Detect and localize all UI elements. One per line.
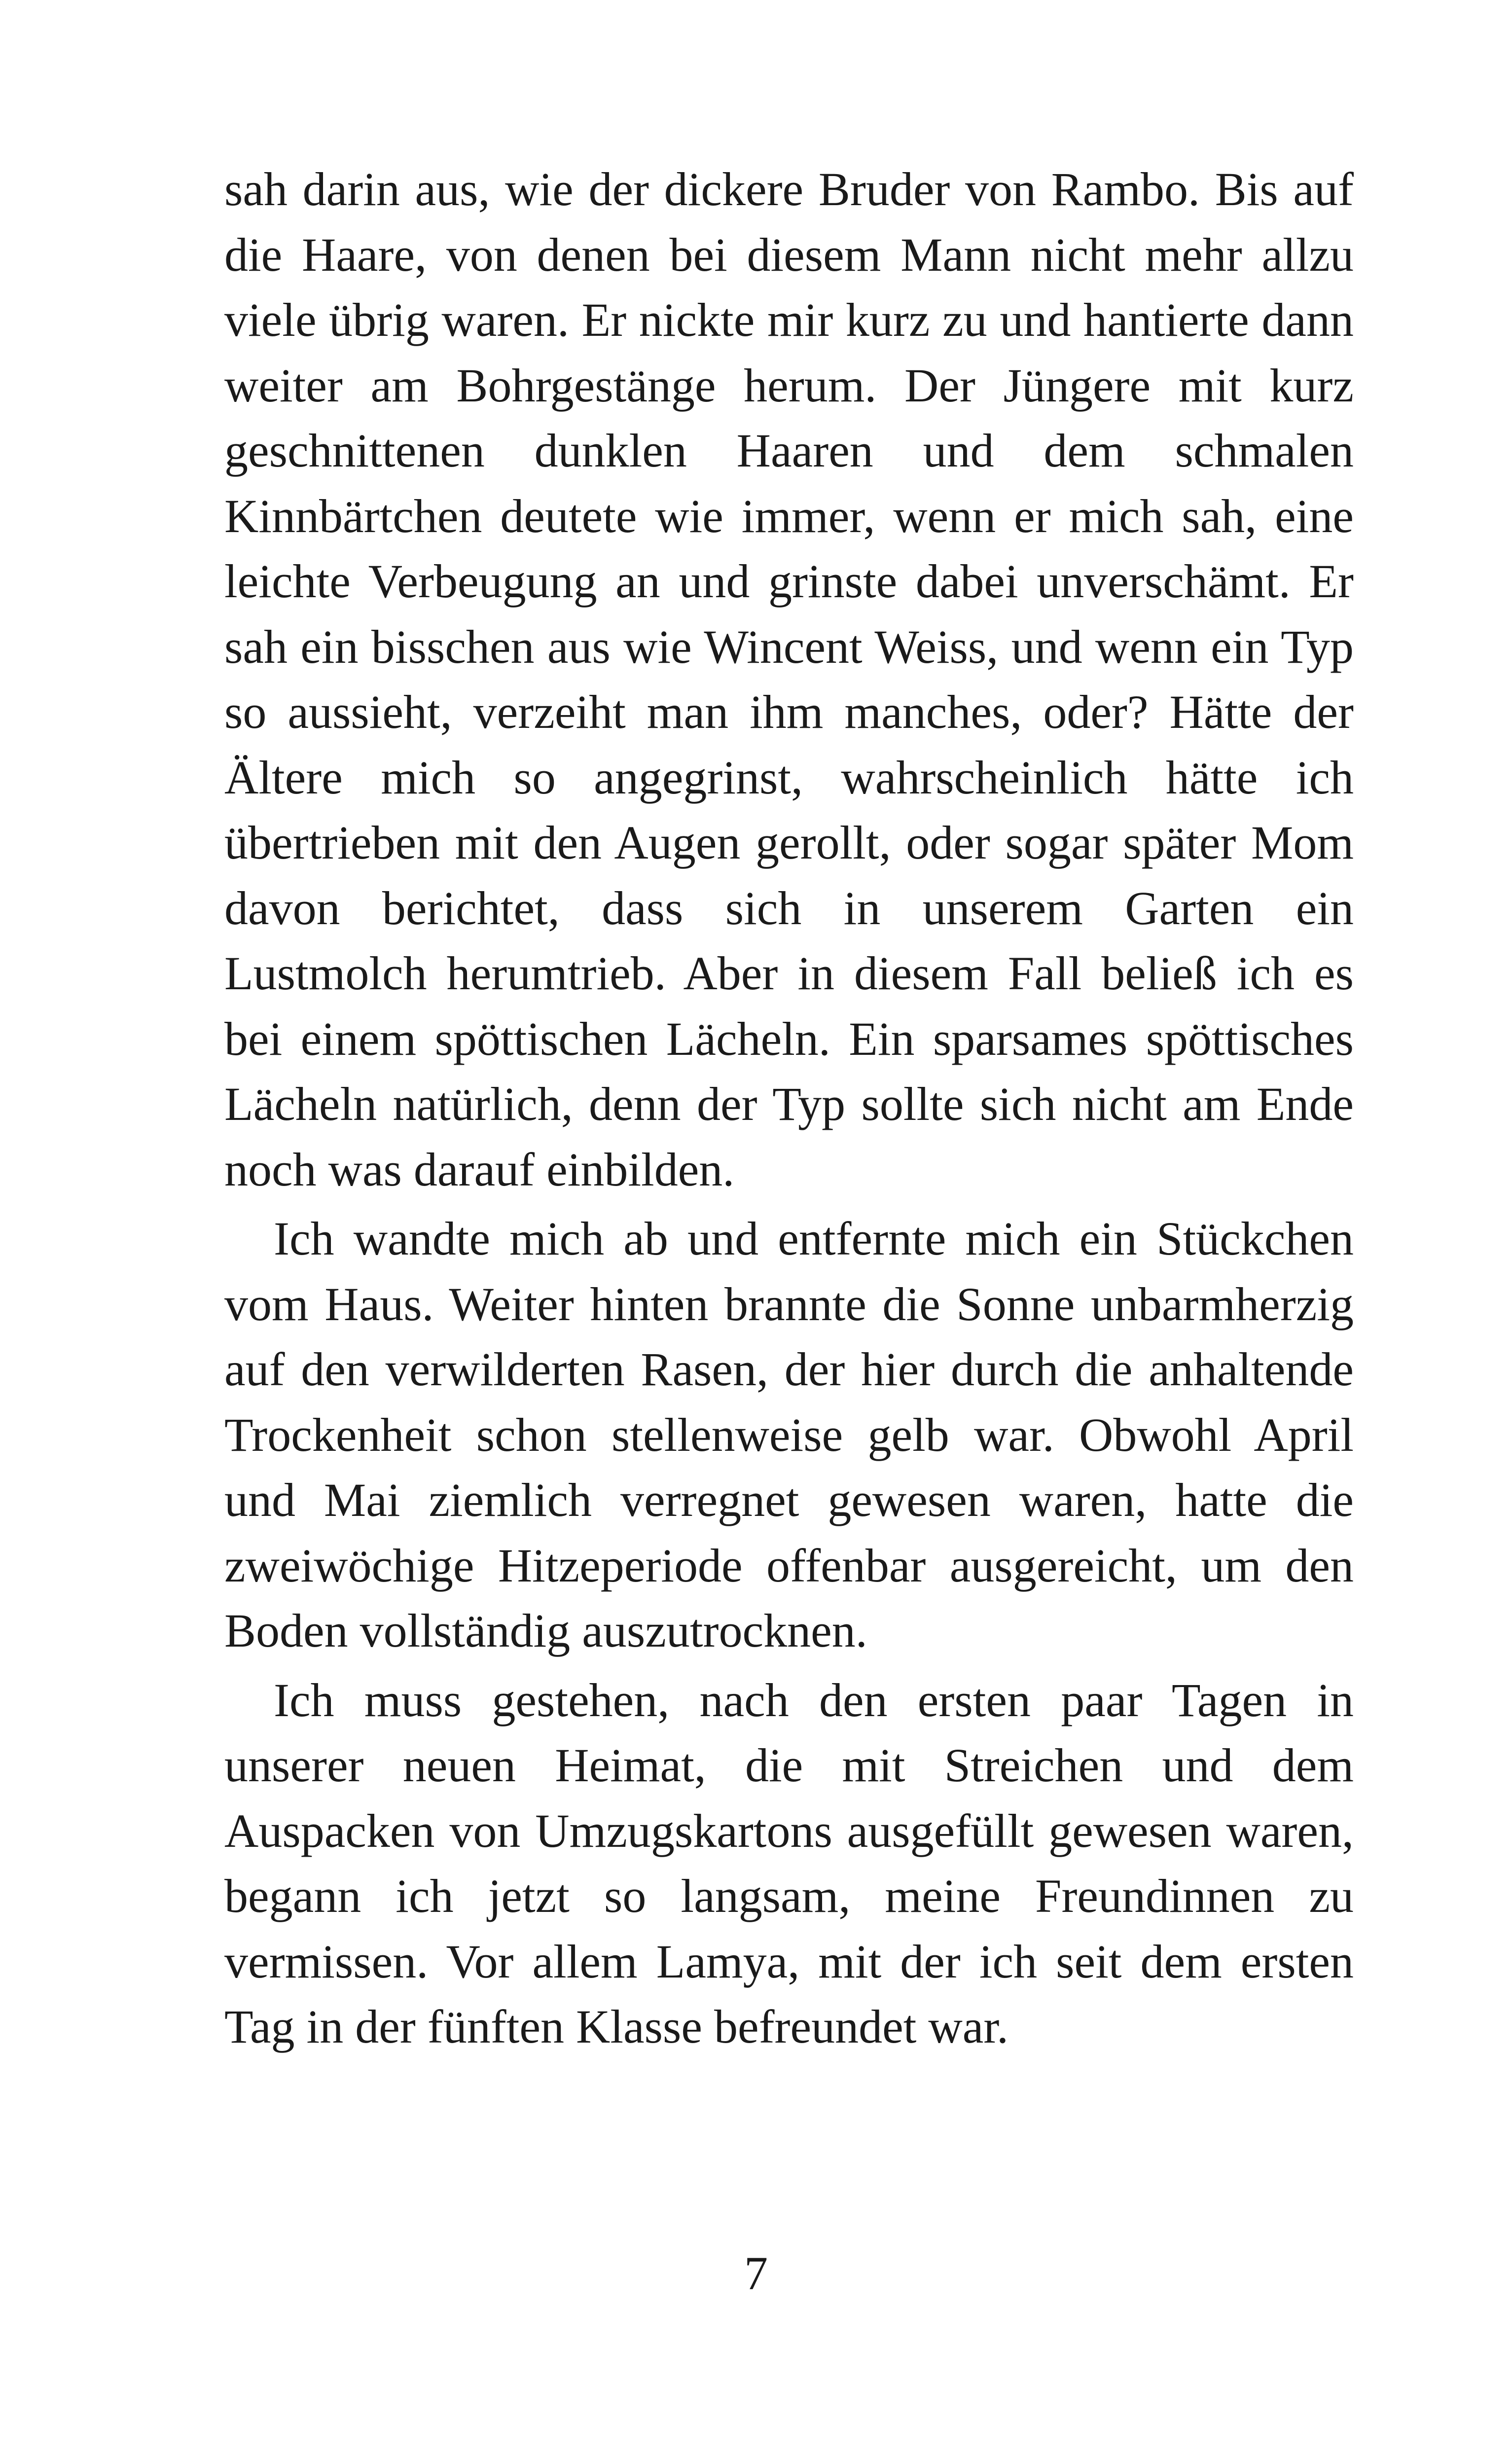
paragraph-3: Ich muss gestehen, nach den ersten paar Tagen in unserer neuen Heimat, die mit Streichen und dem Auspacken von Umzugskartons ausgefüllt gewesen waren, begann ich jetzt so langsam, meine Freundinnen zu vermissen. Vor allem Lamya, mit der ich seit dem ersten Tag in der fünften Klasse befreundet war. xyxy=(224,1673,1354,2053)
paragraph-1: sah darin aus, wie der dickere Bruder von Rambo. Bis auf die Haare, von denen bei diesem Mann nicht mehr allzu viele übrig waren. Er nickte mir kurz zu und hantierte dann weiter am Bohrgestänge herum. Der Jüngere mit kurz geschnittenen dunklen Haaren und dem schmalen Kinnbärtchen deutete wie immer, wenn er mich sah, eine leichte Verbeugung an und grinste dabei unverschämt. Er sah ein bisschen aus wie Wincent Weiss, und wenn ein Typ so aussieht, verzeiht man ihm manches, oder? Hätte der Ältere mich so angegrinst, wahrscheinlich hätte ich übertrieben mit den Augen gerollt, oder sogar später Mom davon berichtet, dass sich in unserem Garten ein Lustmolch herumtrieb. Aber in diesem Fall beließ ich es bei einem spöttischen Lächeln. Ein sparsames spöttisches Lächeln natürlich, denn der Typ sollte sich nicht am Ende noch was darauf einbilden. xyxy=(224,163,1354,1196)
page-number: 7 xyxy=(744,2247,768,2300)
body-text xyxy=(224,157,1354,2060)
paragraph-2: Ich wandte mich ab und entfernte mich ein Stückchen vom Haus. Weiter hinten brannte die Sonne unbarmherzig auf den verwilderten Rasen, der hier durch die anhaltende Trockenheit schon stellenweise gelb war. Obwohl April und Mai ziemlich verregnet gewesen waren, hatte die zweiwöchige Hitzeperiode offenbar ausgereicht, um den Boden vollständig auszutrocknen. xyxy=(224,1212,1354,1657)
